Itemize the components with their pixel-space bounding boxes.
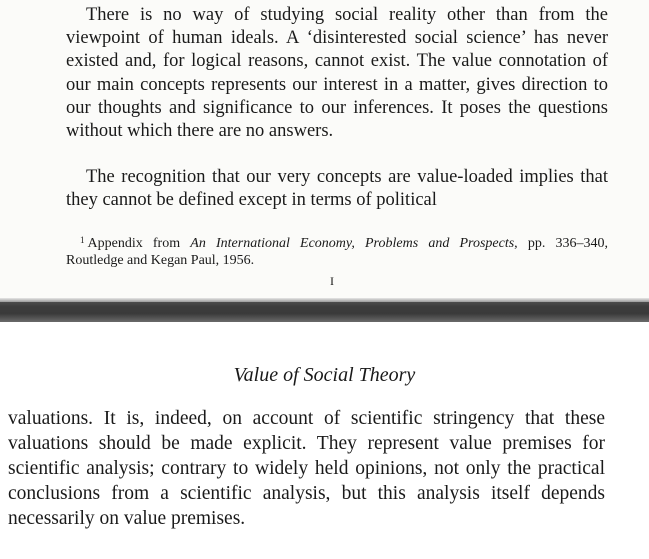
page-divider [0,298,649,322]
paragraph-value-loaded-concepts: The recognition that our very concepts are value-loaded implies that they cannot be defined except in terms of political [66,167,608,211]
footnote-prefix: Appendix from [87,236,191,251]
upper-body-text-continued [66,166,608,212]
footnote-suffix: , pp. 336–340, Routledge and Kegan Paul, 1956. [66,236,608,268]
running-head: Value of Social Theory [233,364,416,386]
lower-page [0,322,649,559]
page-number: I [330,274,334,288]
paragraph-no-disinterested-science: There is no way of studying social reality other than from the viewpoint of human ideals. A ‘disinterested social science’ has never existed and, for logical reasons, cannot exist. The value connotation of our main concepts represents our interest in a matter, gives direction to our thoughts and significance to our inferences. It poses the questions without which there are no answers. [66,5,608,142]
upper-body-text [66,4,608,143]
footnote [66,232,608,269]
paragraph-valuations: valuations. It is, indeed, on account of scientific stringency that these valuations should be made explicit. They represent value premises for scientific analysis; contrary to widely held opinions, not only the practical conclusions from a scientific analysis, but this analysis itself depends necessarily on value premises. [8,408,605,529]
footnote-book-title: An International Economy, Problems and Prospects [190,236,515,251]
footnote-marker: 1 [80,235,85,245]
